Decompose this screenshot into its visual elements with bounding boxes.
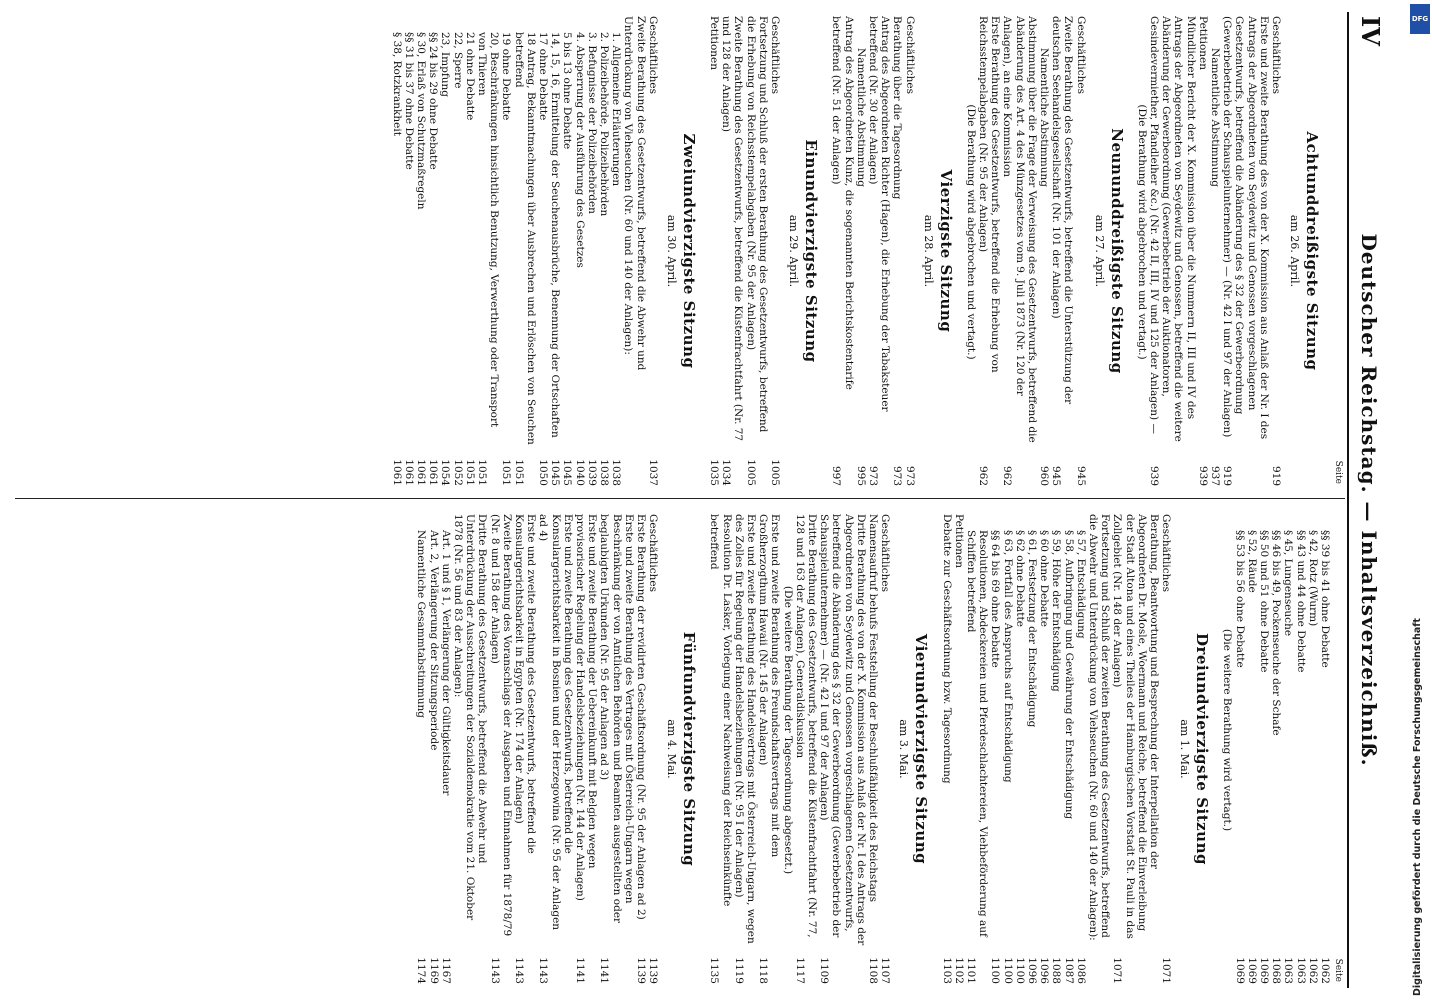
entry-page: 1061 [415, 459, 428, 486]
toc-entry [977, 16, 1001, 486]
entry-page: 1039 [585, 459, 598, 486]
entry-page: 1062 [1306, 957, 1319, 984]
entry-text: Erste und zweite Berathung des Freundschaftsvertrags mit dem Großherzogthum Hawaii (Nr. 145 der Anlagen) [757, 514, 782, 858]
entry-page: 1063 [1282, 957, 1295, 984]
entry-text: § 57, Entschädigung [1074, 530, 1087, 639]
entry-page: 1117 [793, 957, 806, 984]
entry-page: 1071 [1111, 957, 1124, 984]
sitting-title: Zweiundvierzigste Sitzung [679, 133, 698, 369]
toc-entry [855, 16, 867, 486]
entry-text: Berathung, Beantwortung und Besprechung der Interpellation der Abgeordneten Dr. Mosle, Woermann und Reiche, betreffend die Einverleibung der Stadt Altona und eines Theiles der Hamburgischen Vorstadt St. Pauli in das Zollgebiet (Nr. 148 der Anlagen) [1111, 514, 1160, 939]
entry-page: 1108 [867, 957, 880, 984]
entry-page: 1037 [646, 459, 659, 486]
entry-text: Erste und zweite Berathung des Gesetzentwurfs, betreffend die Konsulargerichtsbarkeit in Egypten (Nr. 174 der Anlagen) [513, 514, 538, 854]
entry-text: Petitionen [1196, 16, 1209, 71]
toc-entry [1087, 514, 1111, 984]
toc-entry [647, 16, 659, 486]
entry-page: 919 [1221, 465, 1234, 486]
toc-entry [1160, 514, 1172, 984]
entry-page: 1139 [635, 957, 648, 984]
toc-entry [1270, 514, 1282, 984]
entry-page: 1051 [512, 459, 525, 486]
page-number: IV [1356, 16, 1385, 46]
entry-text: Berathung über die Tagesordnung [891, 16, 904, 200]
entry-text: Zweite Berathung des Voranschlags der Ausgaben und Einnahmen für 1878/79 (Nr. 8 und 158 der Anlagen) [488, 514, 513, 937]
entry-text: Geschäftliches [1074, 16, 1087, 94]
entry-page: 1096 [1038, 957, 1051, 984]
dfg-logo: DFG [1410, 4, 1430, 34]
entry-page: 939 [1147, 465, 1160, 486]
entry-text: (Die Berathung wird abgebrochen und vertagt.) [1135, 104, 1148, 360]
entry-page: 1068 [1270, 957, 1283, 984]
entry-page: 919 [1270, 465, 1282, 486]
toc-entry [757, 514, 781, 984]
toc-entry [781, 514, 793, 984]
entry-page: 973 [866, 465, 879, 486]
entry-page: 1167 [439, 957, 452, 984]
toc-entry [1038, 514, 1050, 984]
entry-text: § 38, Rotzkrankheit [390, 32, 403, 136]
toc-entry [1062, 514, 1074, 984]
right-column [415, 514, 1343, 984]
toc-entry [1221, 16, 1270, 486]
entry-page: 1100 [1001, 957, 1014, 984]
toc-entry [708, 16, 720, 486]
entry-text: Antrag des Abgeordneten Kunz, die sogenannten Berichtskostentarife betreffend (Nr. 51 der Anlagen) [830, 16, 855, 390]
sitting-date: am 3. Mai. [897, 719, 911, 779]
entry-page: 1139 [647, 957, 660, 984]
toc-entry [965, 16, 977, 486]
entry-text: Abstimmung über die Frage der Verweisung des Gesetzentwurfs, betreffend die Abänderung des Art. 4 des Münzgesetzes vom 9. Juli 1873 (Nr. 120 der Anlagen), an eine Kommission [1001, 16, 1038, 443]
entry-text: 14, 15, 16, Ermittelung der Seuchenausbrüche, Benennung der Ortschaften [549, 32, 562, 438]
entry-text: Dritte Berathung des Gesetzentwurfs, betreffend die Küstenfrachtfahrt (Nr. 77, 128 und 163 der Anlagen), Generaldiskussion [793, 514, 819, 938]
toc-entry [635, 514, 647, 984]
toc-entry [867, 514, 879, 984]
entry-text: §§ 43 und 44 ohne Debatte [1294, 530, 1307, 673]
entry-text: Geschäftliches [1160, 514, 1173, 592]
entry-text: §§ 31 bis 37 ohne Debatte [402, 32, 415, 170]
toc-entry [745, 16, 769, 486]
toc-entry [830, 16, 854, 486]
toc-entry [647, 514, 659, 984]
entry-text: Dritte Berathung des von der X. Kommission aus Anlaß der Nr. I des Antrags der Abgeordneten von Seydewitz und Genossen vorgeschlagenen Gesetzentwurfs, betreffend die Abänderung des § 32 der Gewerbeordnung (Gewerbebetrieb der Schauspielunternehmer) — (Nr. 42 I und 97 der Anlagen) [818, 514, 867, 946]
entry-text: §§ 39 bis 41 ohne Debatte [1319, 530, 1331, 668]
sitting-date: am 26. April. [1288, 214, 1301, 288]
entry-text: §§ 46 bis 49, Pockenseuche der Schafe [1270, 530, 1283, 736]
entry-text: 20, Beschränkungen hinsichtlich Benutzung, Verwerthung oder Transport von Thieren [476, 32, 501, 428]
entry-page: 1069 [1257, 957, 1270, 984]
entry-text: Art. 2, Verlängerung der Sitzungsperiode [427, 530, 440, 751]
toc-entry [1074, 16, 1086, 486]
entry-text: Erste und zweite Berathung des Vertrages mit Österreich-Ungarn wegen Beschränkung der von Amtlichen Behörden und Beamten ausgestellten oder beglaubigten Urkunden (Nr. 95 der Anlagen ad 3) [598, 514, 635, 924]
entry-page: 1141 [574, 957, 587, 984]
sitting-date: am 1. Mai. [1178, 719, 1192, 779]
entry-text: § 52, Räude [1245, 530, 1258, 593]
entry-page: 1119 [732, 957, 745, 984]
toc-entry [561, 16, 573, 486]
entry-page: 1141 [598, 957, 611, 984]
sitting-date: am 27. April. [1092, 214, 1106, 288]
toc-entry [1136, 16, 1148, 486]
entry-text: Geschäftliches [647, 514, 660, 592]
sitting-date: am 4. Mai. [665, 719, 679, 779]
entry-page: 1102 [952, 957, 965, 984]
toc-entry [513, 514, 537, 984]
entry-text: (Die weitere Berathung wird vertagt.) [1221, 628, 1234, 832]
entry-page: 1118 [757, 957, 770, 984]
toc-entry [1197, 16, 1209, 486]
entry-page: 945 [1050, 465, 1063, 486]
entry-page: 1143 [537, 957, 550, 984]
entry-text: Geschäftliches [646, 16, 659, 94]
toc-entry [598, 514, 635, 984]
toc-entry [794, 514, 818, 984]
entry-page: 997 [830, 465, 843, 486]
entry-text: Zweite Berathung des Gesetzentwurfs, betreffend die Abwehr und Unterdrückung von Viehseuchen (Nr. 60 und 140 der Anlagen): [622, 16, 647, 371]
toc-entry [953, 514, 965, 984]
left-column [390, 16, 1343, 486]
entry-page: 1052 [451, 459, 464, 486]
entry-page: 1035 [708, 459, 721, 486]
entry-text: Namentliche Abstimmung [854, 48, 867, 187]
entry-text: §§ 50 und 51 ohne Debatte [1257, 530, 1270, 673]
toc-entry [464, 16, 476, 486]
toc-entry [989, 514, 1001, 984]
entry-page: 1135 [708, 957, 721, 984]
sitting-title: Dreiundvierzigste Sitzung [1193, 633, 1212, 865]
toc-entry [574, 514, 598, 984]
entry-page: 1086 [1074, 957, 1087, 984]
entry-page: 1062 [1319, 957, 1331, 984]
entry-text: 1. Allgemeine Erläuterungen [610, 32, 623, 187]
entry-page: 995 [854, 465, 867, 486]
entry-page: 1096 [1025, 957, 1038, 984]
entry-page: 1045 [561, 459, 574, 486]
entry-text: § 61, Festsetzung der Entschädigung [1025, 530, 1038, 728]
entry-text: §§ 64 bis 69 ohne Debatte [989, 530, 1002, 668]
entry-page: 1005 [769, 459, 782, 486]
entry-page: 960 [1037, 465, 1050, 486]
entry-page: 1005 [744, 459, 757, 486]
entry-page: 939 [1196, 465, 1209, 486]
toc-entry [537, 514, 574, 984]
entry-page: 1109 [818, 957, 831, 984]
entry-page: 1051 [476, 459, 489, 486]
entry-text: Dritte Berathung des Gesetzentwurfs, betreffend die Abwehr und Unterdrückung der Ausschreitungen der Sozialdemokratie vom 21. Oktober 1878 (Nr. 56 und 83 der Anlagen): [452, 514, 489, 921]
entry-text: Erste und zweite Berathung des Gesetzentwurfs, betreffend die Konsulargerichtsbarkeit in Bosnien und der Herzegowina (Nr. 95 der Anlagen ad 4) [537, 514, 574, 931]
sitting-title: Fünfundvierzigste Sitzung [680, 631, 699, 867]
entry-text: Erste und zweite Berathung des Handelsvertrags mit Österreich-Ungarn, wegen des Zolles für Regelung der Handelsbeziehungen (Nr. 95 I der Anlagen) [732, 514, 758, 944]
entry-text: 18 Antrag, Bekanntmachungen über Ausbrechen und Erlöschen von Seuchen betreffend [512, 32, 537, 445]
header-rule [1347, 12, 1349, 988]
entry-text: § 42, Rotz (Wurm) [1306, 530, 1319, 627]
toc-entry [610, 16, 622, 486]
toc-entry [1014, 514, 1026, 984]
toc-entry [1319, 514, 1331, 984]
page-header [1347, 0, 1391, 1000]
toc-entry [451, 16, 463, 486]
entry-text: Erste Berathung des Gesetzentwurfs, betreffend die Erhebung von Reichsstempelabgaben (Nr. 95 der Anlagen) [976, 16, 1002, 373]
entry-text: 4. Absperrung der Ausführung des Gesetzes [573, 32, 586, 268]
toc-entry [427, 16, 439, 486]
toc-entry [512, 16, 536, 486]
entry-text: 5 bis 13 ohne Debatte [561, 32, 574, 150]
toc-entry [500, 16, 512, 486]
entry-text: § 30, Erlaß von Schutzmaßregeln [415, 32, 428, 210]
toc-entry [940, 514, 952, 984]
entry-page: 973 [903, 465, 916, 486]
entry-text: Erste und zweite Berathung der Uebereinkunft mit Belgien wegen provisorischer Regelung der Handelsbeziehungen (Nr. 144 der Anlagen) [574, 514, 599, 901]
toc-entry [903, 16, 915, 486]
toc-entry [427, 514, 439, 984]
entry-text: Petitionen [708, 16, 721, 71]
toc-entry [1001, 514, 1013, 984]
toc-entry [818, 514, 867, 984]
entry-text: Geschäftliches [903, 16, 916, 94]
entry-text: §§ 53 bis 56 ohne Debatte [1233, 530, 1246, 668]
entry-text: § 62 ohne Debatte [1013, 530, 1026, 627]
toc-entry [1111, 514, 1160, 984]
entry-page: 962 [976, 465, 989, 486]
entry-text: Fortsetzung und Schluß der zweiten Berathung des Gesetzentwurfs, betreffend die Abwehr und Unterdrückung von Viehseuchen (Nr. 60 und 140 der Anlagen): [1086, 514, 1112, 941]
entry-text: Art. 1 und § 1, Verlängerung der Gültigkeitsdauer [439, 530, 452, 796]
entry-page: 1143 [488, 957, 501, 984]
entry-text: 17 ohne Debatte [537, 32, 550, 121]
entry-text: Geschäftliches [879, 514, 892, 592]
toc-entry [1050, 514, 1062, 984]
entry-page: 937 [1208, 465, 1221, 486]
entry-text: Antrag des Abgeordneten Richter (Hagen), die Erhebung der Tabaksteuer betreffend (Nr. 30 der Anlagen) [866, 16, 892, 412]
toc-entry [598, 16, 610, 486]
entry-page: 973 [891, 465, 904, 486]
entry-page: 1054 [439, 459, 452, 486]
entry-page: 1061 [402, 459, 415, 486]
entry-page: 1103 [940, 957, 953, 984]
toc-entry [439, 16, 451, 486]
entry-text: Petitionen [952, 514, 965, 569]
toc-entry [1075, 514, 1087, 984]
entry-page: 1088 [1050, 957, 1063, 984]
toc-entry [1307, 514, 1319, 984]
entry-page: 1038 [598, 459, 611, 486]
toc-entry [1050, 16, 1074, 486]
sitting-title: Einundvierzigste Sitzung [802, 139, 821, 363]
toc-entry [867, 16, 891, 486]
entry-page: 1051 [463, 459, 476, 486]
toc-entry [720, 16, 744, 486]
entry-page: 1040 [573, 459, 586, 486]
entry-page: 1101 [964, 957, 977, 984]
entry-text: (Die Berathung wird abgebrochen und vertagt.) [964, 104, 977, 360]
entry-page: 1107 [879, 957, 892, 984]
toc-entry [1148, 16, 1197, 486]
entry-page: 1100 [989, 957, 1002, 984]
entry-page: 1174 [415, 957, 428, 984]
entry-text: 19 ohne Debatte [500, 32, 513, 121]
sitting-title: Vierzigste Sitzung [936, 169, 955, 333]
entry-page: 1045 [549, 459, 562, 486]
sitting-title: Achtunddreißigste Sitzung [1303, 131, 1321, 371]
toc-entry [415, 16, 427, 486]
entry-page: 945 [1074, 465, 1087, 486]
entry-text: Namentliche Gesammtabstimmung [415, 530, 428, 719]
entry-page: 1034 [720, 459, 733, 486]
toc-entry [1294, 514, 1306, 984]
seite-label: Seite [1333, 460, 1343, 484]
toc-entry [1026, 514, 1038, 984]
toc-entry [440, 514, 452, 984]
entry-text: (Die weitere Berathung der Tagesordnung abgesetzt.) [781, 585, 794, 875]
toc-entry [586, 16, 598, 486]
toc-entry [573, 16, 585, 486]
digitization-strip [1408, 0, 1432, 1000]
entry-page: 1063 [1294, 957, 1307, 984]
entry-page: 1051 [500, 459, 513, 486]
page-title: Deutscher Reichstag. — Inhaltsverzeichniß. [1357, 233, 1381, 767]
sitting-title: Neununddreißigste Sitzung [1107, 128, 1126, 374]
entry-text: Namentliche Abstimmung [1208, 48, 1221, 187]
entry-text: § 45, Lungenseuche [1282, 530, 1295, 637]
toc-entry [488, 514, 512, 984]
toc-entry [390, 16, 402, 486]
toc-entry [1038, 16, 1050, 486]
toc-entry [476, 16, 500, 486]
sitting-date: am 29. April. [787, 214, 801, 288]
toc-entry [1258, 514, 1270, 984]
entry-text: § 59, Höhe der Entschädigung [1050, 530, 1063, 692]
seite-label: Seite [1333, 958, 1343, 982]
toc-entry [403, 16, 415, 486]
entry-page: 1069 [1233, 957, 1246, 984]
toc-entry [1233, 514, 1245, 984]
sitting-title: Vierundvierzigste Sitzung [912, 633, 931, 865]
entry-text: 22, Sperre [451, 32, 464, 89]
toc-entry [879, 514, 891, 984]
toc-entry [1209, 16, 1221, 486]
entry-page: 1069 [1245, 957, 1258, 984]
entry-text: § 60 ohne Debatte [1038, 530, 1051, 627]
entry-page: 1038 [610, 459, 623, 486]
toc-entry [415, 514, 427, 984]
entry-text: § 63, Fortfall des Anspruchs auf Entschädigung [1001, 530, 1014, 783]
entry-text: Resolutionen, Abdeckereien und Pferdeschlachtereien, Viehbeförderung auf Schiffen betreffend [964, 530, 990, 937]
entry-text: §§ 24 bis 29 ohne Debatte [427, 32, 440, 170]
entry-page: 1071 [1160, 957, 1173, 984]
entry-page: 1100 [1013, 957, 1026, 984]
toc-entry [1270, 16, 1282, 486]
entry-text: Resolution Dr. Lasker, Vorlegung einer Nachweisung der Reichseinkünfte betreffend [708, 514, 733, 907]
entry-page: 1050 [537, 459, 550, 486]
entry-text: Erste Berathung der revidirten Geschäftsordnung (Nr. 95 der Anlagen ad 2) [635, 514, 648, 920]
toc-entry [452, 514, 489, 984]
entry-page: 1061 [390, 459, 403, 486]
toc-entry [1001, 16, 1038, 486]
toc-entry [622, 16, 646, 486]
entry-text: Zweite Berathung des Gesetzentwurfs, betreffend die Unterstützung der deutschen Seehandelsgesellschaft (Nr. 101 der Anlagen) [1050, 16, 1075, 405]
entry-text: 21 ohne Debatte [463, 32, 476, 121]
toc-entry [769, 16, 781, 486]
entry-page: 962 [1001, 465, 1014, 486]
toc-entry [708, 514, 732, 984]
entry-text: Zweite Berathung des Gesetzentwurfs, betreffend die Küstenfrachtfahrt (Nr. 77 und 128 der Anlagen) [720, 16, 745, 442]
toc-entry [1282, 514, 1294, 984]
entry-text: Mündlicher Bericht der X. Kommission über die Nummern II, III und IV des Antrags der Abgeordneten von Seydewitz und Genossen, betreffend die weitere Abänderung der Gewerbeordnung (Gewerbebetrieb der Auktionatoren, Gesindevermiether, Pfandleiher &c.) (Nr. 42 II, III, IV und 125 der Anlagen) — [1147, 16, 1197, 442]
digitization-credit: Digitalisierung gefördert durch die Deutsche Forschungsgemeinschaft [1412, 618, 1423, 996]
toc-entry [1221, 514, 1233, 984]
entry-text: Erste und zweite Berathung des von der X. Kommission aus Anlaß der Nr. I des Antrags der Abgeordneten von Seydewitz und Genossen vorgeschlagenen Gesetzentwurfs, betreffend die Abänderung des § 32 der Gewerbeordnung (Gewerbebetrieb der Schauspielunternehmer) — (Nr. 42 I und 97 der Anlagen) [1221, 16, 1270, 440]
sitting-date: am 30. April. [664, 214, 678, 288]
entry-text: 2. Polizeibehörde, Polizeibehörden [598, 32, 611, 217]
entry-page: 1169 [427, 957, 440, 984]
entry-text: § 58, Aufbringung und Gewährung der Entschädigung [1062, 530, 1075, 820]
toc-entry [549, 16, 561, 486]
entry-text: Geschäftliches [769, 16, 782, 94]
toc-entry [537, 16, 549, 486]
toc-entry [891, 16, 903, 486]
toc-entry [965, 514, 989, 984]
entry-text: 3. Befugnisse der Polizeibehörden [585, 32, 598, 214]
column-divider [15, 498, 1345, 499]
entry-page: 1087 [1062, 957, 1075, 984]
toc-entry [1246, 514, 1258, 984]
entry-text: Namentliche Abstimmung [1037, 48, 1050, 187]
entry-text: Fortsetzung und Schluß der ersten Berathung des Gesetzentwurfs, betreffend die Erhebung von Reichsstempelabgaben (Nr. 95 der Anlagen) [744, 16, 769, 433]
entry-text: Debatte zur Geschäftsordnung bzw. Tagesordnung [940, 514, 953, 784]
entry-page: 1061 [427, 459, 440, 486]
entry-text: 23, Impfung [439, 32, 452, 97]
toc-entry [733, 514, 757, 984]
entry-text: Namensaufruf behufs Feststellung der Beschlußfähigkeit des Reichstags [867, 514, 880, 903]
entry-page: 1143 [513, 957, 526, 984]
entry-text: Geschäftliches [1270, 16, 1282, 94]
sitting-date: am 28. April. [921, 214, 935, 288]
